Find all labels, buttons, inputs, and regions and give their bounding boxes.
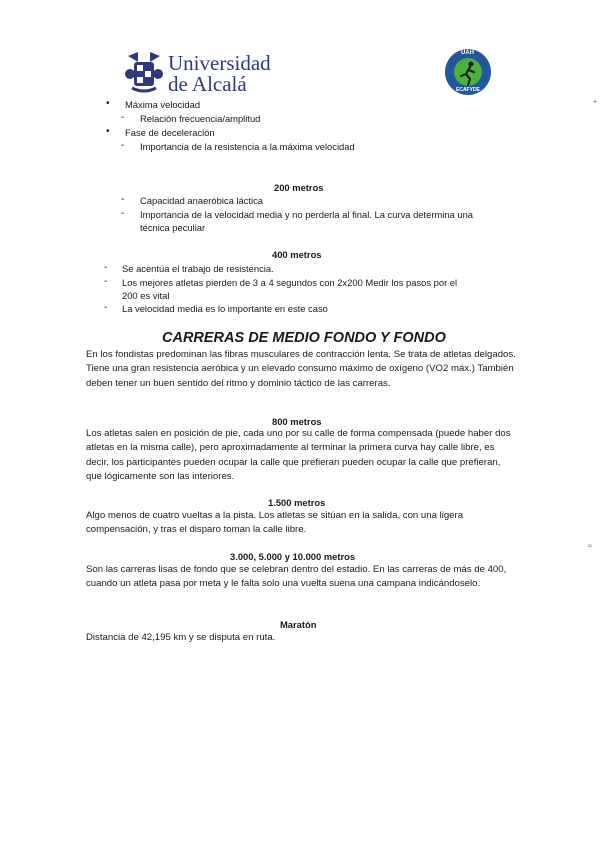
paragraph-1500m: Algo menos de cuatro vueltas a la pista. Los atletas se sitúan en la salida, con una ligera compensación, y tras el disparo toman la calle libre. xyxy=(86,510,464,536)
heading-200m: 200 metros xyxy=(274,182,324,193)
university-logo xyxy=(122,50,272,95)
dash-icon: - xyxy=(121,112,125,123)
section-title: CARRERAS DE MEDIO FONDO Y FONDO xyxy=(162,330,446,346)
faculty-badge xyxy=(444,48,492,96)
paragraph-800m: Los atletas salen en posición de pie, cada uno por su calle de forma compensada (puede haber dos atletas en la misma calle), pero aproximadamente al terminar la primera curva hay calle libre, es decir, los participantes pueden ocupar la calle que prefieran pueden ocupar la calle que prefieran, que lógicamente son las interiores. xyxy=(86,428,511,482)
paragraph-long-distance: Son las carreras lisas de fondo que se celebran dentro del estadio. En las carreras de más de 400, cuando un atleta pasa por meta y le falta solo una vuelta suena una campana indicándoselo. xyxy=(86,564,507,590)
list-item: Los mejores atletas pierden de 3 a 4 segundos con 2x200 Medir los pasos por el xyxy=(122,277,458,288)
bullet-icon: • xyxy=(106,98,110,109)
heading-long-distance: 3.000, 5.000 y 10.000 metros xyxy=(230,551,356,562)
heading-800m: 800 metros xyxy=(272,416,322,427)
heading-marathon: Maratón xyxy=(280,619,317,630)
dash-icon: - xyxy=(121,140,125,151)
intro-paragraph: En los fondistas predominan las fibras musculares de contracción lenta. Se trata de atletas delgados. Tiene una gran resistencia aeróbica y un elevado consumo máximo de oxígeno (VO2 máx.) También deben tener un buen sentido del ritmo y dominio táctico de las carreras. xyxy=(86,349,516,389)
list-item-continuation: técnica peculiar xyxy=(140,222,206,233)
university-name-line1: Universidad xyxy=(168,51,271,75)
crest-icon xyxy=(122,50,166,94)
list-item: Importancia de la velocidad media y no perderla al final. La curva determina una xyxy=(140,209,474,220)
bullet-icon: • xyxy=(106,126,110,137)
list-subitem: Importancia de la resistencia a la máxima velocidad xyxy=(140,141,355,152)
list-subitem: Relación frecuencia/amplitud xyxy=(140,113,261,124)
heading-1500m: 1.500 metros xyxy=(268,497,326,508)
list-item: Capacidad anaeróbica láctica xyxy=(140,195,263,206)
dash-icon: - xyxy=(104,302,108,313)
heading-400m: 400 metros xyxy=(272,249,322,260)
paragraph-marathon: Distancia de 42,195 km y se disputa en ruta. xyxy=(86,632,276,643)
list-item: Máxima velocidad xyxy=(125,99,201,110)
margin-mark: + xyxy=(593,99,598,106)
list-item-continuation: 200 es vital xyxy=(122,290,170,301)
list-item: La velocidad media es lo importante en este caso xyxy=(122,303,328,314)
dash-icon: - xyxy=(104,276,108,287)
dash-icon: - xyxy=(121,208,125,219)
list-item: Fase de deceleración xyxy=(125,127,215,138)
dash-icon: - xyxy=(104,262,108,273)
margin-mark: ≈ xyxy=(588,543,592,550)
list-item: Se acentúa el trabajo de resistencia. xyxy=(122,263,274,274)
badge-text-bottom: ECAFYDE xyxy=(456,87,480,93)
dash-icon: - xyxy=(121,194,125,205)
badge-text-top: UAH xyxy=(461,50,474,56)
university-name-line2: de Alcalá xyxy=(168,72,247,96)
